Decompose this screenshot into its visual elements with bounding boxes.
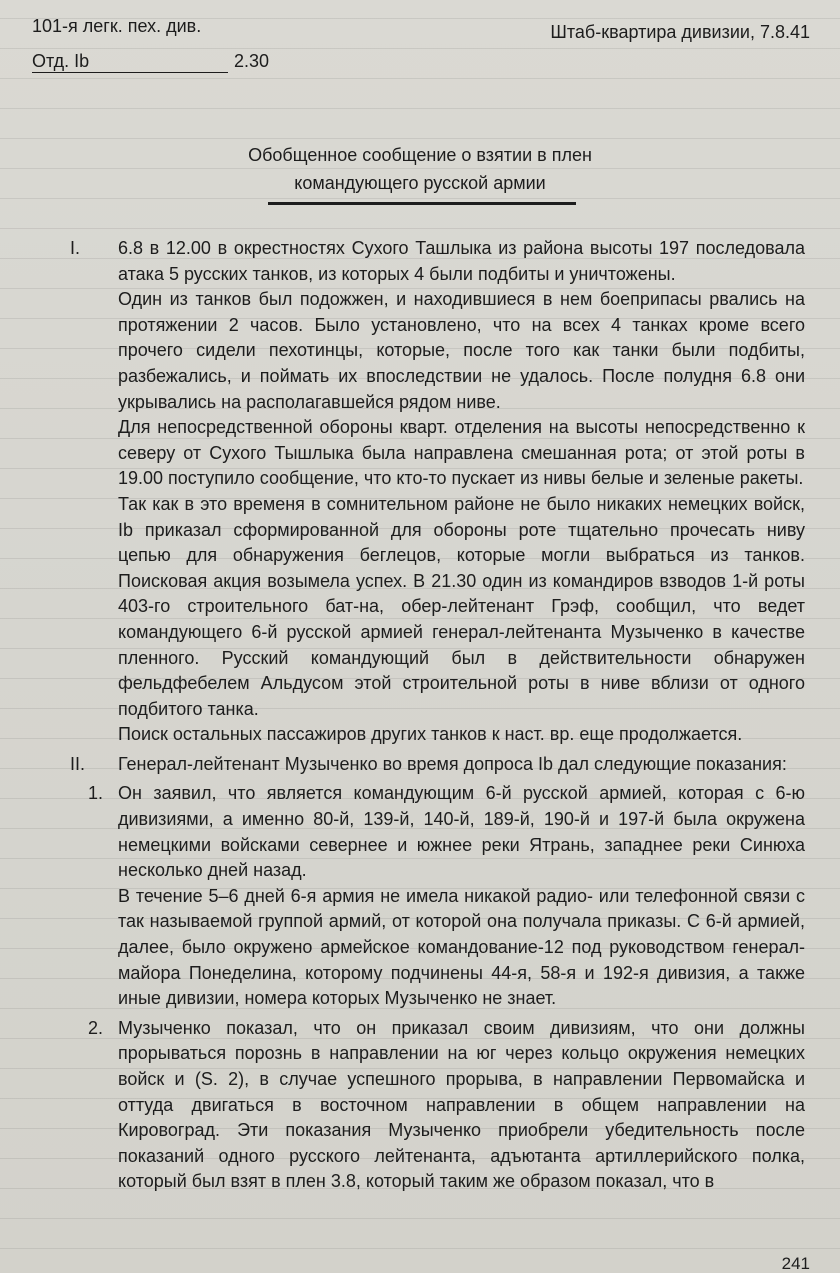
paragraph: Для непосредственной обороны кварт. отделения на высоты непосредственно к северу от Сухого Тышлыка была направлена смешанная рота; от этой роты в 19.00 поступило сообщение, что кто-то пускает из нивы белые и зеленые ракеты. [118,417,805,489]
location-date: Штаб-квартира дивизии, 7.8.41 [550,22,810,42]
subitem-2 [70,1016,805,1195]
section-number: I. [70,238,81,258]
section-number: II. [70,753,86,774]
page-number: 241 [781,1254,810,1273]
unit-name: 101-я легк. пех. див. [32,16,202,36]
title-rule [268,202,576,205]
title-line-1: Обобщенное сообщение о взятии в плен [248,145,592,165]
title-line-2: командующего русской армии [294,173,546,193]
subitem-1 [70,781,805,1011]
section-2 [70,752,805,778]
paragraph: Так как в это временя в сомнительном районе не было никаких немецких войск, Ib приказал сформированной для обороны роте тщательно прочесать ниву цепью для обнаружения беглецов, которые могли выбраться из танков. Поисковая акция возымела успех. В 21.30 один из командиров взводов 1-й роты 403-го строительного бат-на, обер-лейтенант Грэф, сообщил, что ведет командующего 6-й русской армией генерал-лейтенанта Музыченко в качестве пленного. Русский командующий был в действительности обнаружен фельдфебелем Альдусом этой строительной роты в ниве вблизи от одного подбитого танка. [118,493,805,719]
subitem-number: 1. [88,783,104,804]
paragraph: В течение 5–6 дней 6-я армия не имела никакой радио- или телефонной связи с так называемой группой армий, от которой она получала приказы. С 6-й армией, далее, было окружено армейское командование-12 под руководством генерал-майора Понеделина, которому подчинены 44-я, 58-я и 192-я дивизия, а также иные дивизии, номера которых Музыченко не знает. [118,885,805,1009]
paragraph: Генерал-лейтенант Музыченко во время допроса Ib дал следующие показания: [118,753,787,774]
subitem-number: 2. [88,1017,104,1038]
paragraph: Музыченко показал, что он приказал своим дивизиям, что они должны прорываться порознь в направлении на юг через кольцо окружения немецких войск и (S. 2), в случае успешного прорыва, в направлении Первомайска и оттуда двигаться в восточном направлении в общем направлении на Кировоград. Эти показания Музыченко приобрели убедительность после показаний одного русского лейтенанта, адъютанта артиллерийского полка, который был взят в плен 3.8, который таким же образом показал, что в [118,1017,805,1192]
section-1 [70,236,805,748]
paragraph: Он заявил, что является командующим 6-й русской армией, которая с 6-ю дивизиями, а именно 80-й, 139-й, 140-й, 189-й, 190-й и 197-й была окружена немецкими войсками севернее и южнее реки Ятрань, западнее реки Синюха несколько дней назад. [118,783,805,881]
paragraph: Поиск остальных пассажиров других танков к наст. вр. еще продолжается. [118,724,743,745]
document-title [0,145,840,201]
paragraph: 6.8 в 12.00 в окрестностях Сухого Ташлыка из района высоты 197 последовала атака 5 русских танков, из которых 4 были подбиты и уничтожены. [118,238,805,284]
paragraph: Один из танков был подожжен, и находившиеся в нем боеприпасы рвались на протяжении 2 часов. Было установлено, что на всех 4 танках кроме всего прочего сидели пехотинцы, которые, после того как танки были подбиты, разбежались, и поймать их впоследствии не удалось. После полудня 6.8 они укрывались на располагавшейся рядом ниве. [118,289,805,412]
report-time: 2.30 [234,51,270,71]
document-body [70,236,805,1195]
department-underline [32,72,228,73]
department: Отд. Ib [32,51,90,71]
